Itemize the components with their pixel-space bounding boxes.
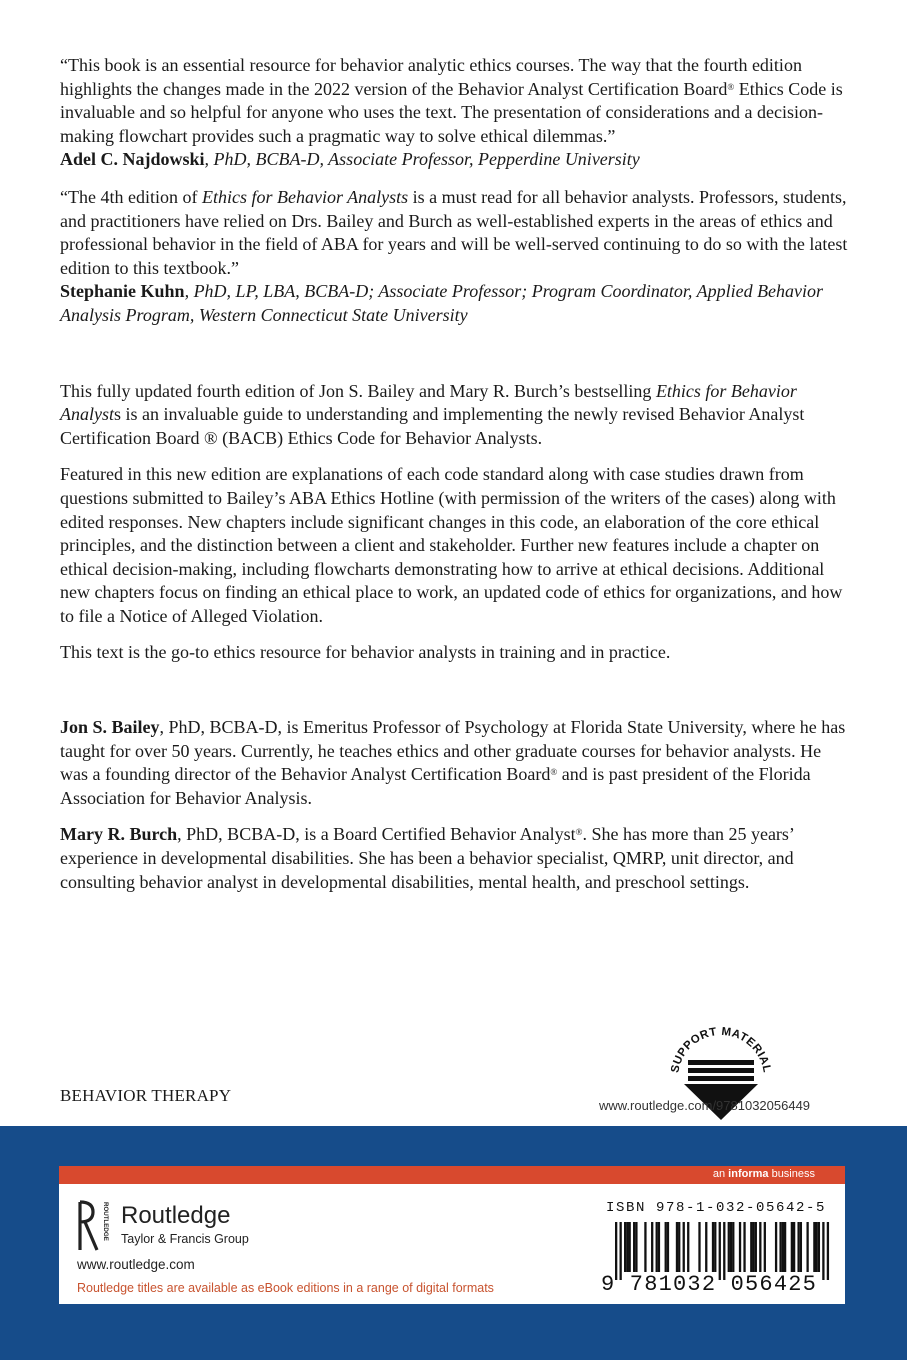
barcode-bar (705, 1222, 707, 1272)
barcode-bar (818, 1222, 820, 1272)
barcode-bar (793, 1222, 795, 1272)
barcode-bar (813, 1222, 815, 1272)
endorsement-1: “This book is an essential resource for behavior analytic ethics courses. The way that the fourth edition highlights the changes made in the 2022 version of the Behavior Analyst Certification Board® Ethics Code is invaluable and so helpful for anyone who uses the text. The presentation of considerations and a decision-making flowchart provides such a pragmatic way to solve ethical dilemmas.” Adel C. Najdowski, PhD, BCBA-D, Associate Professor, Pepperdine University (60, 55, 843, 170)
barcode-bar (667, 1222, 669, 1272)
barcode-bar (791, 1222, 793, 1272)
barcode-bar (822, 1222, 824, 1280)
informa-strip (59, 1166, 845, 1184)
barcode-digits: 9 781032 056425 (601, 1272, 818, 1297)
isbn-label: ISBN 978-1-032-05642-5 (606, 1200, 827, 1216)
publisher-url[interactable]: www.routledge.com (77, 1257, 195, 1272)
author-bio-burch: Mary R. Burch, PhD, BCBA-D, is a Board Certified Behavior Analyst®. She has more than 25 years’ experience in developmental disabilities. She has been a behavior specialist, QMRP, unit director, and consulting behavior analyst in developmental disabilities, mental health, and preschool settings. (60, 824, 794, 892)
endorser-credentials: , PhD, BCBA-D, Associate Professor, Pepperdine University (204, 149, 640, 170)
barcode-bar (635, 1222, 637, 1272)
author-name: Jon S. Bailey (60, 717, 160, 738)
barcode-bar (755, 1222, 757, 1272)
svg-text:SUPPORT MATERIAL (669, 1026, 772, 1074)
svg-text:ROUTLEDGE: ROUTLEDGE (102, 1202, 109, 1241)
barcode-bar (624, 1222, 626, 1272)
support-material-label: SUPPORT MATERIAL (669, 1025, 773, 1074)
informa-tagline: an informa business (712, 1168, 815, 1180)
registered-mark: ® (575, 827, 583, 838)
publisher-panel (59, 1166, 845, 1304)
endorser-name: Stephanie Kuhn (60, 281, 185, 302)
barcode-bar (676, 1222, 678, 1272)
endorsement-2: “The 4th edition of Ethics for Behavior Analysts is a must read for all behavior analysts. Professors, students, and practitioners have relied on Drs. Bailey and Burch as well-established experts in the areas of ethics and professional behavior in the field of ABA for years and will be well-served continuing to do so with the latest edition to this textbook.” Stephanie Kuhn, PhD, LP, LBA, BCBA-D; Associate Professor; Program Coordinator, Applied Behavior Analysis Program, Western Connecticut State University (60, 186, 848, 325)
endorser-name: Adel C. Najdowski (60, 149, 205, 170)
barcode-bar (797, 1222, 799, 1272)
barcode-bar (739, 1222, 741, 1272)
barcode-bar (644, 1222, 646, 1272)
barcode-bar (714, 1222, 716, 1272)
barcode-bar (665, 1222, 667, 1272)
barcode-bar (678, 1222, 680, 1272)
back-cover-text (60, 54, 850, 907)
description-paragraph-2: Featured in this new edition are explanations of each code standard along with case studies drawn from questions submitted to Bailey’s ABA Ethics Hotline (with permission of the writers of the cases) along with edited responses. New chapters include significant changes in this code, an elaboration of the core ethical principles, and the distinction between a client and stakeholder. Further new features include a chapter on ethical decision-making, including flowcharts demonstrating how to arrive at ethical decisions. Additional new chapters focus on finding an ethical place to work, an updated code of ethics for organizations, and how to file a Notice of Alleged Violation. (60, 464, 843, 626)
book-title: Ethics for Behavior Analysts (201, 186, 409, 207)
barcode-bar (764, 1222, 766, 1272)
description-paragraph-3: This text is the go-to ethics resource for behavior analysts in training and in practice. (60, 642, 671, 663)
barcode-bar (730, 1222, 732, 1272)
support-material-url[interactable]: www.routledge.com/9781032056449 (599, 1098, 811, 1113)
barcode-bar (728, 1222, 730, 1272)
description-paragraph-1: This fully updated fourth edition of Jon S. Bailey and Mary R. Burch’s bestselling Ethics for Behavior Analysts is an invaluable guide to understanding and implementing the newly revised Behavior Analyst Certification Board ® (BACB) Ethics Code for Behavior Analysts. (60, 380, 805, 448)
publisher-name: Routledge (121, 1202, 231, 1229)
barcode-bar (683, 1222, 685, 1272)
barcode-bar (782, 1222, 784, 1272)
author-name: Mary R. Burch (60, 824, 178, 845)
book-title: Ethics for Behavior Analyst (60, 380, 797, 425)
barcode-bar (698, 1222, 700, 1272)
barcode-bar (658, 1222, 660, 1272)
barcode-bar (784, 1222, 786, 1272)
author-bio-bailey: Jon S. Bailey, PhD, BCBA-D, is Emeritus Professor of Psychology at Florida State University, where he has taught for over 50 years. Currently, he teaches ethics and other graduate courses for behavior analysts. He was a founding director of the Behavior Analyst Certification Board® and is past president of the Florida Association for Behavior Analysis. (60, 717, 846, 808)
barcode-bar (656, 1222, 658, 1272)
subject-category: BEHAVIOR THERAPY (60, 1086, 232, 1105)
registered-mark: ® (550, 767, 558, 778)
barcode-bar (626, 1222, 628, 1272)
barcode-bar (827, 1222, 829, 1280)
barcode-bar (732, 1222, 734, 1272)
barcode-bar (687, 1222, 689, 1272)
barcode-bar (775, 1222, 777, 1272)
barcode-bar (743, 1222, 745, 1272)
barcode-bar (779, 1222, 781, 1272)
barcode-bar (651, 1222, 653, 1272)
barcode-bar (629, 1222, 631, 1272)
barcode-bar (752, 1222, 754, 1272)
routledge-logo-icon (77, 1200, 107, 1252)
ebook-note: Routledge titles are available as eBook editions in a range of digital formats (77, 1281, 494, 1295)
publisher-group: Taylor & Francis Group (121, 1232, 249, 1246)
barcode-bar (800, 1222, 802, 1272)
barcode-bar (815, 1222, 817, 1272)
registered-mark: ® (727, 81, 735, 92)
barcode-bar (712, 1222, 714, 1272)
barcode-bar (750, 1222, 752, 1272)
endorser-credentials: , PhD, LP, LBA, BCBA-D; Associate Professor; Program Coordinator, Applied Behavior Analysis Program, Western Connecticut State University (60, 281, 824, 325)
barcode-bar (759, 1222, 761, 1272)
barcode-bar (633, 1222, 635, 1272)
barcode-bar (806, 1222, 808, 1272)
